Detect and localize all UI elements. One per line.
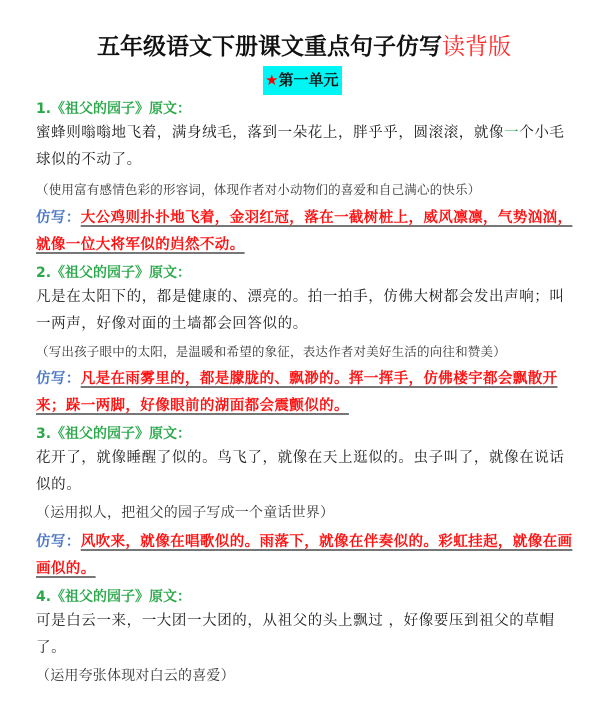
unit-label: 第一单元 bbox=[278, 71, 339, 89]
original-text bbox=[36, 120, 576, 174]
content-body bbox=[36, 98, 576, 688]
imitation-label: 仿写： bbox=[36, 210, 81, 226]
original-text: 花开了，就像睡醒了似的。鸟飞了，就像在天上逛似的。虫子叫了，就像在说话似的。 bbox=[36, 450, 565, 493]
item-4 bbox=[36, 586, 576, 688]
imitation-paragraph bbox=[36, 529, 576, 583]
item-3 bbox=[36, 423, 576, 583]
item-1 bbox=[36, 98, 576, 259]
imitation-paragraph bbox=[36, 366, 576, 420]
title-accent: 读背版 bbox=[442, 34, 511, 60]
unit-badge bbox=[263, 66, 342, 95]
document-title bbox=[0, 28, 608, 61]
item-heading: 3.《祖父的园子》原文： bbox=[36, 426, 192, 442]
annotation-note: （写出孩子眼中的太阳，是温暖和希望的象征，表达作者对美好生活的向往和赞美） bbox=[36, 344, 506, 359]
annotation-note: （使用富有感情色彩的形容词，体现作者对小动物们的喜爱和自己满心的快乐） bbox=[36, 182, 481, 197]
imitation-text: 凡是在雨雾里的，都是朦胧的、飘渺的。挥一挥手，仿佛楼宇都会飘散开来；跺一两脚，好像眼前的湖面都会震颤似的。 bbox=[36, 371, 558, 414]
original-text-highlight: 一 bbox=[504, 125, 520, 141]
imitation-text: 大公鸡则扑扑地飞着，金羽红冠，落在一截树桩上，威风凛凛，气势汹汹，就像一位大将军似的岿然不动。 bbox=[36, 210, 573, 253]
imitation-text: 风吹来，就像在唱歌似的。雨落下，就像在伴奏似的。彩虹挂起，就像在画画似的。 bbox=[36, 534, 573, 577]
original-text: 凡是在太阳下的，都是健康的、漂亮的。拍一拍手，仿佛大树都会发出声响；叫一两声，好像对面的土墙都会回答似的。 bbox=[36, 289, 565, 332]
imitation-label: 仿写： bbox=[36, 371, 81, 387]
item-2 bbox=[36, 262, 576, 420]
title-main: 五年级语文下册课文重点句子仿写 bbox=[97, 34, 442, 60]
annotation-note: （运用夸张体现对白云的喜爱） bbox=[36, 668, 235, 684]
original-text-main: 蜜蜂则嗡嗡地飞着，满身绒毛，落到一朵花上，胖乎乎，圆滚滚，就像 bbox=[36, 125, 505, 141]
star-icon: ★ bbox=[265, 71, 279, 89]
item-heading: 1.《祖父的园子》原文： bbox=[36, 101, 192, 117]
annotation-note: （运用拟人，把祖父的园子写成一个童话世界） bbox=[36, 505, 335, 521]
original-text-rest: 个小毛球似的不动了。 bbox=[36, 125, 565, 168]
imitation-label: 仿写： bbox=[36, 534, 81, 550]
original-text: 可是白云一来，一大团一大团的，从祖父的头上飘过 ，好像要压到祖父的草帽了。 bbox=[36, 613, 555, 656]
item-heading: 4.《祖父的园子》原文： bbox=[36, 589, 192, 605]
imitation-paragraph bbox=[36, 205, 576, 259]
item-heading: 2.《祖父的园子》原文： bbox=[36, 265, 192, 281]
